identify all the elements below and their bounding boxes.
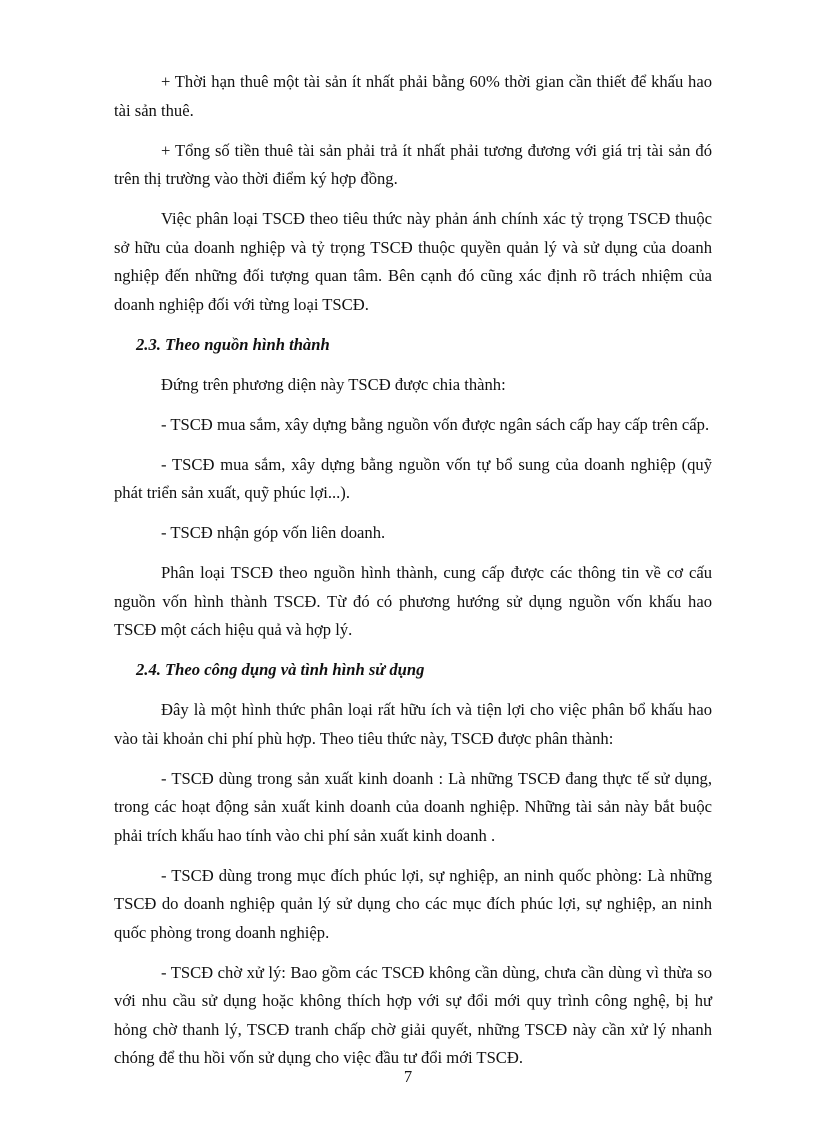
paragraph-intro-sources: Đứng trên phương diện này TSCĐ được chia thành: — [161, 374, 506, 394]
document-page — [114, 68, 712, 1084]
list-item-production: - TSCĐ dùng trong sản xuất kinh doanh : Là những TSCĐ đang thực tế sử dụng, trong các hoạt động sản xuất kinh doanh của doanh nghiệp. Những tài sản này bắt buộc phải trích khấu hao tính vào chi phí sản xuất kinh doanh . — [114, 768, 712, 845]
list-item-pending: - TSCĐ chờ xử lý: Bao gồm các TSCĐ không cần dùng, chưa cần dùng vì thừa so với nhu cầu sử dụng hoặc không thích hợp với sự đổi mới quy trình công nghệ, bị hư hỏng chờ thanh lý, TSCĐ tranh chấp chờ giải quyết, những TSCĐ này cần xử lý nhanh chóng để thu hồi vốn sử dụng cho việc đầu tư đổi mới TSCĐ. — [114, 962, 712, 1067]
page-number: 7 — [403, 1067, 413, 1086]
paragraph-classification-summary: Việc phân loại TSCĐ theo tiêu thức này phản ánh chính xác tỷ trọng TSCĐ thuộc sở hữu của doanh nghiệp và tỷ trọng TSCĐ thuộc quyền quản lý và sử dụng của doanh nghiệp đến những đối tượng quan tâm. Bên cạnh đó cũng xác định rõ trách nhiệm của doanh nghiệp đối với từng loại TSCĐ. — [114, 209, 712, 314]
paragraph-lease-amount: + Tổng số tiền thuê tài sản phải trả ít nhất phải tương đương với giá trị tài sản đó trên thị trường vào thời điểm ký hợp đồng. — [114, 140, 712, 188]
paragraph-lease-term: + Thời hạn thuê một tài sản ít nhất phải bằng 60% thời gian cần thiết để khấu hao tài sản thuê. — [114, 72, 712, 120]
section-heading-2-3: 2.3. Theo nguồn hình thành — [136, 334, 330, 354]
list-item-state-budget: - TSCĐ mua sắm, xây dựng bằng nguồn vốn được ngân sách cấp hay cấp trên cấp. — [161, 414, 710, 434]
paragraph-sources-summary: Phân loại TSCĐ theo nguồn hình thành, cung cấp được các thông tin về cơ cấu nguồn vốn hình thành TSCĐ. Từ đó có phương hướng sử dụng nguồn vốn khấu hao TSCĐ một cách hiệu quả và hợp lý. — [114, 563, 712, 639]
list-item-welfare: - TSCĐ dùng trong mục đích phúc lợi, sự nghiệp, an ninh quốc phòng: Là những TSCĐ do doanh nghiệp quản lý sử dụng cho các mục đích phúc lợi, sự nghiệp, an ninh quốc phòng trong doanh nghiệp. — [114, 865, 712, 942]
paragraph-intro-usage: Đây là một hình thức phân loại rất hữu ích và tiện lợi cho việc phân bổ khấu hao vào tài khoản chi phí phù hợp. Theo tiêu thức này, TSCĐ được phân thành: — [114, 700, 712, 748]
list-item-joint-venture: - TSCĐ nhận góp vốn liên doanh. — [161, 523, 386, 542]
section-heading-2-4: 2.4. Theo công dụng và tình hình sử dụng — [136, 660, 425, 679]
list-item-self-funded: - TSCĐ mua sắm, xây dựng bằng nguồn vốn tự bổ sung của doanh nghiệp (quỹ phát triển sản xuất, quỹ phúc lợi...). — [114, 454, 712, 502]
